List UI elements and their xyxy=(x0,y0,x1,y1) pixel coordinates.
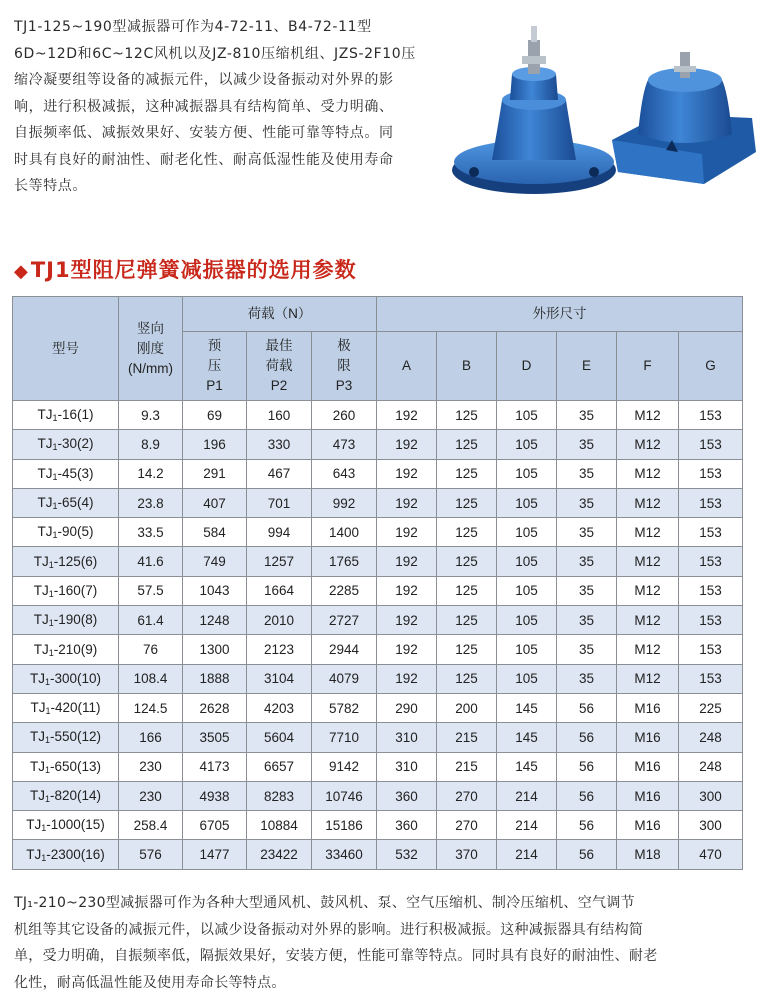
cell-b: 370 xyxy=(437,840,497,869)
table-row xyxy=(13,840,743,869)
cell-d: 145 xyxy=(497,693,557,722)
cell-p2: 1664 xyxy=(247,576,312,605)
cell-b: 125 xyxy=(437,576,497,605)
cell-d: 145 xyxy=(497,723,557,752)
cell-p2: 330 xyxy=(247,430,312,459)
header-a: A xyxy=(377,332,437,401)
cell-p2: 701 xyxy=(247,488,312,517)
cell-d: 105 xyxy=(497,547,557,576)
intro-line: TJ1-125~190型减振器可作为4-72-11、B4-72-11型 xyxy=(14,19,372,35)
cell-stiffness: 14.2 xyxy=(119,459,183,488)
cell-f: M12 xyxy=(617,606,679,635)
table-row xyxy=(13,518,743,547)
cell-a: 310 xyxy=(377,752,437,781)
table-row xyxy=(13,781,743,810)
section-title: TJ1型阻尼弹簧减振器的选用参数 xyxy=(30,258,357,282)
cell-d: 105 xyxy=(497,606,557,635)
cell-a: 192 xyxy=(377,606,437,635)
cell-d: 214 xyxy=(497,840,557,869)
cell-f: M12 xyxy=(617,401,679,430)
cell-p3: 2727 xyxy=(312,606,377,635)
table-row xyxy=(13,459,743,488)
cell-p3: 992 xyxy=(312,488,377,517)
header-model: 型号 xyxy=(13,297,119,401)
cell-p1: 6705 xyxy=(183,811,247,840)
cell-b: 125 xyxy=(437,401,497,430)
cell-model: $TJ_1-190(8)$ xyxy=(13,606,119,635)
cell-p1: 69 xyxy=(183,401,247,430)
cell-b: 125 xyxy=(437,635,497,664)
cell-f: M16 xyxy=(617,811,679,840)
cell-p1: 4938 xyxy=(183,781,247,810)
cell-stiffness: 8.9 xyxy=(119,430,183,459)
intro-paragraph xyxy=(14,14,452,200)
cell-p1: 584 xyxy=(183,518,247,547)
cell-stiffness: 576 xyxy=(119,840,183,869)
cell-b: 270 xyxy=(437,811,497,840)
cell-a: 192 xyxy=(377,401,437,430)
cell-model: $TJ_1-550(12)$ xyxy=(13,723,119,752)
cell-g: 248 xyxy=(679,752,743,781)
cell-stiffness: 258.4 xyxy=(119,811,183,840)
cell-e: 56 xyxy=(557,781,617,810)
cell-a: 192 xyxy=(377,635,437,664)
cell-p2: 10884 xyxy=(247,811,312,840)
cell-stiffness: 166 xyxy=(119,723,183,752)
table-row xyxy=(13,752,743,781)
diamond-icon: ◆ xyxy=(14,261,29,282)
cell-p2: 467 xyxy=(247,459,312,488)
cell-p2: 2123 xyxy=(247,635,312,664)
damper-mount-right xyxy=(612,52,756,184)
cell-d: 105 xyxy=(497,664,557,693)
cell-p3: 5782 xyxy=(312,693,377,722)
cell-p3: 10746 xyxy=(312,781,377,810)
table-row xyxy=(13,723,743,752)
cell-g: 153 xyxy=(679,518,743,547)
cell-d: 214 xyxy=(497,781,557,810)
cell-p1: 1300 xyxy=(183,635,247,664)
cell-f: M16 xyxy=(617,781,679,810)
cell-p2: 6657 xyxy=(247,752,312,781)
cell-f: M12 xyxy=(617,518,679,547)
cell-p2: 2010 xyxy=(247,606,312,635)
cell-g: 225 xyxy=(679,693,743,722)
cell-b: 125 xyxy=(437,664,497,693)
cell-p2: 160 xyxy=(247,401,312,430)
header-p3: 极 限 P3 xyxy=(312,332,377,401)
header-b: B xyxy=(437,332,497,401)
spec-table xyxy=(12,296,743,870)
header-load-group: 荷载（N） xyxy=(183,297,377,332)
cell-p1: 2628 xyxy=(183,693,247,722)
cell-model: $TJ_1-210(9)$ xyxy=(13,635,119,664)
cell-stiffness: 41.6 xyxy=(119,547,183,576)
cell-stiffness: 9.3 xyxy=(119,401,183,430)
cell-e: 56 xyxy=(557,752,617,781)
cell-p1: 1248 xyxy=(183,606,247,635)
cell-b: 200 xyxy=(437,693,497,722)
cell-p2: 23422 xyxy=(247,840,312,869)
cell-p1: 3505 xyxy=(183,723,247,752)
cell-p3: 9142 xyxy=(312,752,377,781)
cell-b: 125 xyxy=(437,430,497,459)
cell-p3: 1400 xyxy=(312,518,377,547)
cell-e: 35 xyxy=(557,488,617,517)
cell-b: 125 xyxy=(437,459,497,488)
cell-f: M12 xyxy=(617,664,679,693)
cell-model: $TJ_1-820(14)$ xyxy=(13,781,119,810)
table-body xyxy=(13,401,743,870)
cell-a: 192 xyxy=(377,430,437,459)
cell-p3: 260 xyxy=(312,401,377,430)
cell-a: 532 xyxy=(377,840,437,869)
cell-f: M12 xyxy=(617,430,679,459)
cell-a: 192 xyxy=(377,518,437,547)
cell-b: 215 xyxy=(437,723,497,752)
cell-f: M12 xyxy=(617,576,679,605)
cell-b: 215 xyxy=(437,752,497,781)
cell-e: 35 xyxy=(557,459,617,488)
cell-a: 192 xyxy=(377,488,437,517)
cell-stiffness: 124.5 xyxy=(119,693,183,722)
cell-f: M16 xyxy=(617,723,679,752)
cell-stiffness: 76 xyxy=(119,635,183,664)
cell-model: $TJ_1-300(10)$ xyxy=(13,664,119,693)
cell-stiffness: 33.5 xyxy=(119,518,183,547)
cell-e: 35 xyxy=(557,518,617,547)
cell-stiffness: 23.8 xyxy=(119,488,183,517)
cell-g: 470 xyxy=(679,840,743,869)
cell-g: 300 xyxy=(679,781,743,810)
cell-p3: 1765 xyxy=(312,547,377,576)
cell-stiffness: 108.4 xyxy=(119,664,183,693)
cell-a: 192 xyxy=(377,664,437,693)
cell-e: 56 xyxy=(557,811,617,840)
cell-d: 105 xyxy=(497,635,557,664)
cell-d: 105 xyxy=(497,401,557,430)
section-heading xyxy=(14,254,357,284)
cell-p3: 7710 xyxy=(312,723,377,752)
cell-model: $TJ_1-650(13)$ xyxy=(13,752,119,781)
cell-d: 145 xyxy=(497,752,557,781)
cell-g: 153 xyxy=(679,635,743,664)
table-row xyxy=(13,401,743,430)
cell-p2: 1257 xyxy=(247,547,312,576)
outro-paragraph xyxy=(14,890,754,996)
outro-line: 单，受力明确，自振频率低，隔振效果好，安装方便，性能可靠等特点。同时具有良好的耐油性、耐老 xyxy=(14,948,658,964)
outro-line: 机组等其它设备的减振元件，以减少设备振动对外界的影响。进行积极减振。这种减振器具有结构简 xyxy=(14,921,644,938)
cell-g: 153 xyxy=(679,401,743,430)
cell-e: 35 xyxy=(557,401,617,430)
cell-model: $TJ_1-2300(16)$ xyxy=(13,840,119,869)
cell-p1: 291 xyxy=(183,459,247,488)
cell-p2: 8283 xyxy=(247,781,312,810)
header-f: F xyxy=(617,332,679,401)
cell-p2: 5604 xyxy=(247,723,312,752)
cell-e: 35 xyxy=(557,430,617,459)
cell-e: 56 xyxy=(557,723,617,752)
cell-p3: 473 xyxy=(312,430,377,459)
cell-model: $TJ_1-30(2)$ xyxy=(13,430,119,459)
header-p2: 最佳 荷载 P2 xyxy=(247,332,312,401)
cell-a: 360 xyxy=(377,811,437,840)
table-row xyxy=(13,576,743,605)
cell-f: M12 xyxy=(617,635,679,664)
intro-line: 6D~12D和6C~12C风机以及JZ-810压缩机组、JZS-2F10压 xyxy=(14,45,416,62)
cell-e: 56 xyxy=(557,693,617,722)
table-row xyxy=(13,430,743,459)
cell-p3: 2944 xyxy=(312,635,377,664)
cell-model: $TJ_1-420(11)$ xyxy=(13,693,119,722)
cell-g: 153 xyxy=(679,488,743,517)
cell-stiffness: 61.4 xyxy=(119,606,183,635)
intro-line: 长等特点。 xyxy=(14,178,87,194)
cell-e: 35 xyxy=(557,576,617,605)
cell-d: 214 xyxy=(497,811,557,840)
cell-p3: 2285 xyxy=(312,576,377,605)
table-row xyxy=(13,693,743,722)
cell-p1: 749 xyxy=(183,547,247,576)
intro-line: 缩冷凝要组等设备的减振元件，以减少设备振动对外界的影 xyxy=(14,72,394,88)
cell-stiffness: 230 xyxy=(119,752,183,781)
cell-p1: 1043 xyxy=(183,576,247,605)
header-e: E xyxy=(557,332,617,401)
cell-b: 125 xyxy=(437,547,497,576)
cell-model: $TJ_1-90(5)$ xyxy=(13,518,119,547)
cell-p3: 15186 xyxy=(312,811,377,840)
header-g: G xyxy=(679,332,743,401)
cell-d: 105 xyxy=(497,459,557,488)
cell-p1: 407 xyxy=(183,488,247,517)
header-dims-group: 外形尺寸 xyxy=(377,297,743,332)
table-row xyxy=(13,606,743,635)
table-row xyxy=(13,488,743,517)
cell-d: 105 xyxy=(497,430,557,459)
cell-stiffness: 230 xyxy=(119,781,183,810)
cell-p3: 4079 xyxy=(312,664,377,693)
intro-line: 时具有良好的耐油性、耐老化性、耐高低湿性能及使用寿命 xyxy=(14,151,394,168)
cell-g: 248 xyxy=(679,723,743,752)
cell-g: 153 xyxy=(679,576,743,605)
outro-line: 化性，耐高低温性能及使用寿命长等特点。 xyxy=(14,974,286,991)
cell-g: 153 xyxy=(679,664,743,693)
cell-d: 105 xyxy=(497,576,557,605)
cell-p2: 3104 xyxy=(247,664,312,693)
cell-model: $TJ_1-45(3)$ xyxy=(13,459,119,488)
cell-model: $TJ_1-16(1)$ xyxy=(13,401,119,430)
intro-line: 自振频率低、减振效果好、安装方便、性能可靠等特点。同 xyxy=(14,125,394,141)
cell-p3: 643 xyxy=(312,459,377,488)
header-stiffness: 竖向 刚度 (N/mm) xyxy=(119,297,183,401)
table-header xyxy=(13,297,743,401)
table-row xyxy=(13,547,743,576)
header-p1: 预 压 P1 xyxy=(183,332,247,401)
cell-a: 192 xyxy=(377,459,437,488)
table-row xyxy=(13,664,743,693)
cell-d: 105 xyxy=(497,518,557,547)
cell-g: 153 xyxy=(679,606,743,635)
cell-stiffness: 57.5 xyxy=(119,576,183,605)
cell-e: 35 xyxy=(557,664,617,693)
cell-a: 192 xyxy=(377,547,437,576)
cell-b: 125 xyxy=(437,606,497,635)
cell-p1: 1888 xyxy=(183,664,247,693)
cell-a: 310 xyxy=(377,723,437,752)
cell-model: $TJ_1-160(7)$ xyxy=(13,576,119,605)
damper-mount-left xyxy=(452,26,616,194)
cell-model: $TJ_1-65(4)$ xyxy=(13,488,119,517)
cell-g: 300 xyxy=(679,811,743,840)
cell-p1: 1477 xyxy=(183,840,247,869)
cell-g: 153 xyxy=(679,430,743,459)
cell-e: 35 xyxy=(557,635,617,664)
intro-line: 响，进行积极减振，这种减振器具有结构简单、受力明确、 xyxy=(14,98,394,115)
cell-model: $TJ_1-125(6)$ xyxy=(13,547,119,576)
cell-e: 56 xyxy=(557,840,617,869)
cell-f: M12 xyxy=(617,459,679,488)
outro-line: TJ₁-210~230型减振器可作为各种大型通风机、鼓风机、泵、空气压缩机、制冷压缩机、空气调节 xyxy=(14,895,635,911)
table-row xyxy=(13,811,743,840)
cell-p3: 33460 xyxy=(312,840,377,869)
cell-p2: 994 xyxy=(247,518,312,547)
cell-p2: 4203 xyxy=(247,693,312,722)
cell-b: 125 xyxy=(437,518,497,547)
cell-model: $TJ_1-1000(15)$ xyxy=(13,811,119,840)
table-row xyxy=(13,635,743,664)
cell-g: 153 xyxy=(679,547,743,576)
cell-e: 35 xyxy=(557,606,617,635)
product-photo xyxy=(452,22,758,198)
cell-a: 360 xyxy=(377,781,437,810)
cell-p1: 196 xyxy=(183,430,247,459)
cell-b: 270 xyxy=(437,781,497,810)
header-d: D xyxy=(497,332,557,401)
cell-f: M12 xyxy=(617,547,679,576)
cell-p1: 4173 xyxy=(183,752,247,781)
cell-b: 125 xyxy=(437,488,497,517)
cell-d: 105 xyxy=(497,488,557,517)
cell-e: 35 xyxy=(557,547,617,576)
cell-a: 192 xyxy=(377,576,437,605)
cell-f: M18 xyxy=(617,840,679,869)
cell-a: 290 xyxy=(377,693,437,722)
cell-f: M16 xyxy=(617,752,679,781)
cell-g: 153 xyxy=(679,459,743,488)
cell-f: M12 xyxy=(617,488,679,517)
cell-f: M16 xyxy=(617,693,679,722)
